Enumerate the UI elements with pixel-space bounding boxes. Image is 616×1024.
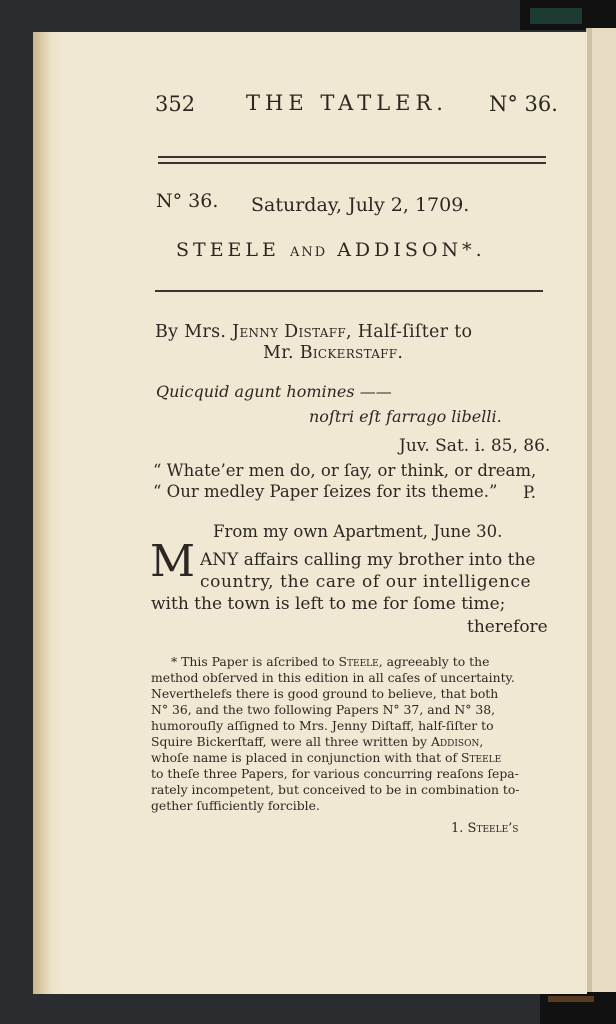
footnote-line-5: humorouſly aſſigned to Mrs. Jenny Diſtaff, half-ſiſter to <box>151 718 494 733</box>
epigraph-latin-line-2: noſtri eſt farrago libelli. <box>309 407 502 426</box>
dateline: From my own Apartment, June 30. <box>213 522 503 541</box>
byline-line-2: Mr. Bickerstaff. <box>263 343 404 363</box>
body-line-1: ANY affairs calling my brother into the <box>200 550 536 570</box>
epigraph-english-line-2: “ Our medley Paper ſeizes for its theme.” <box>153 482 498 501</box>
author-addison: ADDISON*. <box>337 239 486 261</box>
running-title: THE TATLER. <box>246 91 448 115</box>
issue-number: N° 36. <box>156 190 219 212</box>
epigraph-translator-initial: P. <box>523 483 537 502</box>
footnote-name-steele: Steele, <box>338 654 383 669</box>
catchword: 1. Steele’s <box>451 821 519 836</box>
epigraph-latin-line-1: Quicquid agunt homines —— <box>156 382 392 401</box>
footnote-line-1: * This Paper is aſcribed to Steele, agreeably to the <box>171 654 490 669</box>
author-conjunction: and <box>289 239 328 261</box>
page-number: 352 <box>155 92 196 116</box>
byline-name-jenny-distaff: Jenny Distaff, <box>232 322 352 342</box>
byline-name-bickerstaff: Bickerstaff. <box>299 343 404 363</box>
body-line-2: country, the care of our intelligence <box>200 572 532 592</box>
facing-page-edge <box>586 28 616 996</box>
body-line-3: with the town is left to me for ſome time; <box>151 594 506 614</box>
scan-background-top <box>520 0 616 30</box>
footnote-line-7: whoſe name is placed in conjunction with that of Steele <box>151 750 502 765</box>
scan-background-bottom <box>540 992 616 1024</box>
epigraph-citation: Juv. Sat. i. 85, 86. <box>399 436 551 456</box>
authors-heading <box>176 239 486 261</box>
footnote-line-6: Squire Bickerſtaff, were all three written by Addison, <box>151 734 484 749</box>
footnote-line-9: rately incompetent, but conceived to be in combination to- <box>151 782 520 797</box>
author-steele: STEELE <box>176 239 280 261</box>
footnote-name-steele-2: Steele <box>461 750 502 765</box>
book-page <box>33 32 587 994</box>
body-line-4: therefore <box>467 617 548 637</box>
running-issue-marker: N° 36. <box>489 92 558 116</box>
header-double-rule-top <box>158 156 546 158</box>
byline-line-1: By Mrs. Jenny Distaff, Half-ſiſter to <box>155 322 473 342</box>
header-double-rule-bottom <box>158 162 546 164</box>
footnote-name-addison: Addison, <box>430 734 484 749</box>
page-gutter-edge <box>33 32 63 994</box>
section-rule <box>155 290 543 292</box>
footnote-line-4: N° 36, and the two following Papers N° 37, and N° 38, <box>151 702 496 717</box>
footnote-line-10: gether ſufficiently forcible. <box>151 798 320 813</box>
footnote-line-3: Neverthelefs there is good ground to believe, that both <box>151 686 499 701</box>
epigraph-english-line-1: “ Whate’er men do, or ſay, or think, or dream, <box>153 461 537 480</box>
footnote-line-8: to theſe three Papers, for various concurring reaſons ſepa- <box>151 766 519 781</box>
footnote-line-2: method obſerved in this edition in all caſes of uncertainty. <box>151 670 515 685</box>
drop-cap: M <box>150 536 196 587</box>
issue-date: Saturday, July 2, 1709. <box>251 194 470 216</box>
